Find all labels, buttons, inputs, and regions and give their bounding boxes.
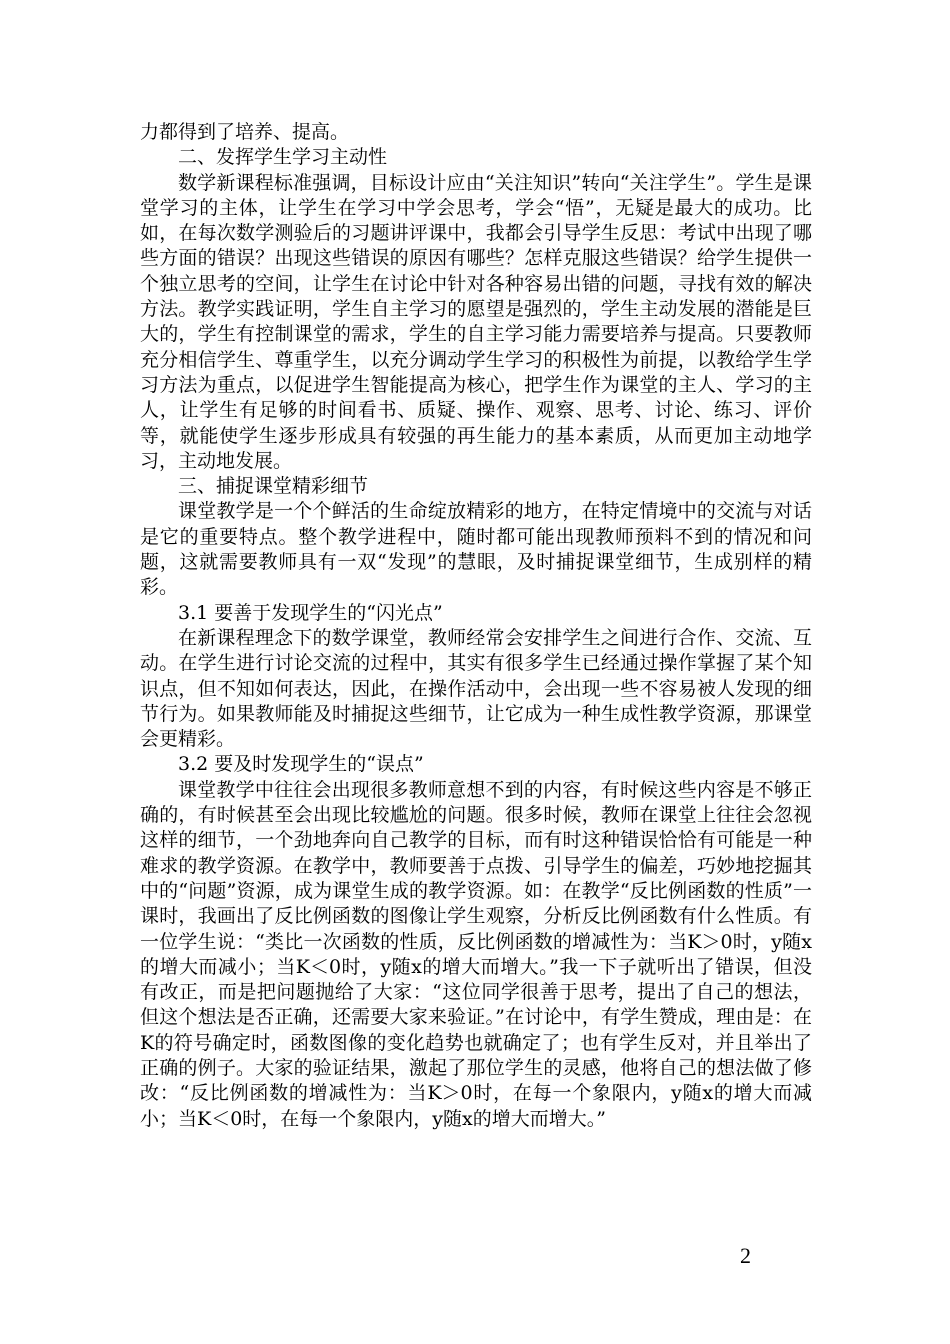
body-text xyxy=(140,120,812,1132)
section-heading-2: 二、发挥学生学习主动性 xyxy=(178,146,388,169)
paragraph: 在新课程理念下的数学课堂，教师经常会安排学生之间进行合作、交流、互动。在学生进行讨论交流的过程中，其实有很多学生已经通过操作掌握了某个知识点，但不知如何表达，因此，在操作活动中，会出现一些不容易被人发现的细节行为。如果教师能及时捕捉这些细节，让它成为一种生成性教学资源，那课堂会更精彩。 xyxy=(140,626,812,751)
subsection-heading-3-1: 3.1 要善于发现学生的“闪光点” xyxy=(178,601,443,624)
paragraph: 课堂教学是一个个鲜活的生命绽放精彩的地方，在特定情境中的交流与对话是它的重要特点。整个教学进程中，随时都可能出现教师预料不到的情况和问题，这就需要教师具有一双“发现”的慧眼，及时捕捉课堂细节，生成别样的精彩。 xyxy=(140,500,812,599)
section-heading-3: 三、捕捉课堂精彩细节 xyxy=(178,475,369,498)
page-number: 2 xyxy=(740,1243,751,1268)
paragraph: 数学新课程标准强调，目标设计应由“关注知识”转向“关注学生”。学生是课堂学习的主体，让学生在学习中学会思考，学会“悟”，无疑是最大的成功。比如，在每次数学测验后的习题讲评课中，我都会引导学生反思：考试中出现了哪些方面的错误？出现这些错误的原因有哪些？怎样克服这些错误？给学生提供一个独立思考的空间，让学生在讨论中针对各种容易出错的问题，寻找有效的解决方法。教学实践证明，学生自主学习的愿望是强烈的，学生主动发展的潜能是巨大的，学生有控制课堂的需求，学生的自主学习能力需要培养与提高。只要教师充分相信学生、尊重学生，以充分调动学生学习的积极性为前提，以教给学生学习方法为重点，以促进学生智能提高为核心，把学生作为课堂的主人、学习的主人，让学生有足够的时间看书、质疑、操作、观察、思考、讨论、练习、评价等，就能使学生逐步形成具有较强的再生能力的基本素质，从而更加主动地学习，主动地发展。 xyxy=(140,171,812,472)
paragraph-continued: 力都得到了培养、提高。 xyxy=(140,121,350,143)
paragraph: 课堂教学中往往会出现很多教师意想不到的内容，有时候这些内容是不够正确的，有时候甚至会出现比较尴尬的问题。很多时候，教师在课堂上往往会忽视这样的细节，一个劲地奔向自己教学的目标，而有时这种错误恰恰有可能是一种难求的教学资源。在教学中，教师要善于点拨、引导学生的偏差，巧妙地挖掘其中的“问题”资源，成为课堂生成的教学资源。如：在教学“反比例函数的性质”一课时，我画出了反比例函数的图像让学生观察，分析反比例函数有什么性质。有一位学生说：“类比一次函数的性质，反比例函数的增减性为：当K＞0时，y随x的增大而减小；当K＜0时，y随x的增大而增大。”我一下子就听出了错误，但没有改正，而是把问题抛给了大家：“这位同学很善于思考，提出了自己的想法，但这个想法是否正确，还需要大家来验证。”在讨论中，有学生赞成，理由是：在K的符号确定时，函数图像的变化趋势也就确定了；也有学生反对，并且举出了正确的例子。大家的验证结果，激起了那位学生的灵感，他将自己的想法做了修改：“反比例函数的增减性为：当K＞0时，在每一个象限内，y随x的增大而减小；当K＜0时，在每一个象限内，y随x的增大而增大。” xyxy=(140,778,812,1130)
subsection-heading-3-2: 3.2 要及时发现学生的“误点” xyxy=(178,753,424,776)
